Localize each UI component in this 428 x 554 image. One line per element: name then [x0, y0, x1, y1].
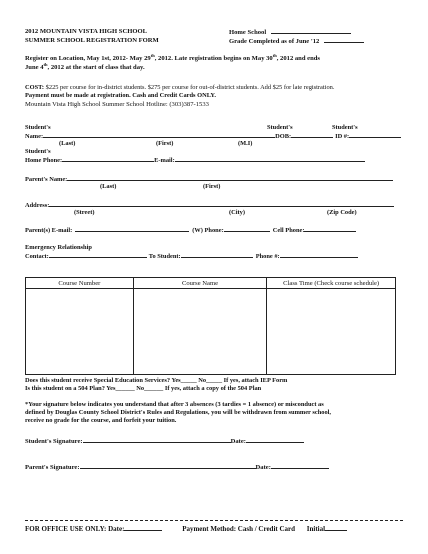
student-date-label: Date:: [230, 438, 246, 445]
student-first-caption: (First): [156, 140, 174, 147]
home-phone-input[interactable]: [62, 156, 154, 162]
home-school-label: Home School: [229, 29, 267, 36]
emergency-row: [25, 252, 358, 261]
parent-email-label: Parent(s) E-mail:: [25, 227, 73, 234]
payment-method-label: Payment Method: Cash / Credit Card: [182, 525, 296, 533]
course-number-cell[interactable]: [26, 289, 134, 375]
zip-caption: (Zip Code): [327, 209, 357, 216]
student-name-input[interactable]: [43, 132, 275, 138]
office-date-label: FOR OFFICE USE ONLY: Date:: [25, 525, 125, 533]
street-caption: (Street): [74, 209, 95, 216]
form-title: SUMMER SCHOOL REGISTRATION FORM: [25, 37, 159, 44]
w-phone-input[interactable]: [224, 226, 270, 232]
course-number-header: Course Number: [26, 278, 134, 289]
email-label: E-mail:: [154, 157, 175, 164]
emergency-phone-label: Phone #:: [255, 253, 280, 260]
special-ed-question[interactable]: Does this student receive Special Education Services? Yes_____ No_____ If yes, attach IEP Form: [25, 377, 288, 384]
school-title: 2012 MOUNTAIN VISTA HIGH SCHOOL: [25, 28, 148, 35]
plan-504-question[interactable]: Is this student on a 504 Plan? Yes______ No______ If yes, attach a copy of the 504 Plan: [25, 385, 262, 392]
table-row[interactable]: [26, 289, 396, 375]
class-time-cell[interactable]: [267, 289, 396, 375]
id-input[interactable]: [349, 132, 401, 138]
course-name-cell[interactable]: [133, 289, 267, 375]
parent-name-label: Parent's Name:: [25, 176, 68, 183]
student-email-input[interactable]: [175, 156, 365, 162]
signature-note-line-1: *Your signature below indicates you understand that after 3 absences (3 tardies = 1 absence) or misconduct as: [25, 401, 324, 408]
student-signature-row: [25, 437, 304, 446]
emergency-contact-input[interactable]: [49, 252, 147, 258]
cell-phone-label: Cell Phone:: [272, 227, 305, 234]
course-name-header: Course Name: [133, 278, 267, 289]
parent-email-input[interactable]: [75, 226, 189, 232]
grade-field[interactable]: [229, 37, 364, 46]
student-label-id: Student's: [332, 124, 358, 131]
student-name-row: [25, 132, 401, 141]
parent-signature-input[interactable]: [80, 463, 256, 469]
emergency-contact-label: Contact:: [25, 253, 49, 260]
cost-text: COST: $225 per course for in-district students. $275 per course for out-of-district students. Add $25 for late registration.: [25, 84, 335, 91]
student-signature-label: Student's Signature:: [25, 438, 83, 445]
initial-input[interactable]: [325, 525, 347, 531]
home-phone-row: [25, 156, 365, 165]
to-student-input[interactable]: [181, 252, 253, 258]
registration-line-2: June 4th, 2012 at the start of class that day.: [25, 62, 145, 71]
student-label: Student's: [25, 124, 51, 131]
parent-contact-row: [25, 226, 356, 235]
address-input[interactable]: [49, 201, 394, 207]
dob-label: DOB:: [275, 133, 292, 140]
registration-line-1: Register on Location, May 1st, 2012- May 29th, 2012. Late registration begins on May 30th, 2012 and ends: [25, 53, 320, 62]
parent-name-input[interactable]: [67, 175, 393, 181]
parent-date-input[interactable]: [271, 463, 329, 469]
w-phone-label: (W) Phone:: [192, 227, 224, 234]
cost-label: COST:: [25, 84, 45, 91]
dob-input[interactable]: [291, 132, 333, 138]
parent-date-label: Date:: [255, 464, 271, 471]
parent-last-caption: (Last): [100, 183, 117, 190]
student-label-dob: Student's: [267, 124, 293, 131]
courses-table: [25, 277, 396, 375]
student-label-phone: Student's: [25, 148, 51, 155]
office-date-input[interactable]: [124, 525, 162, 531]
student-mi-caption: (M.I): [238, 140, 253, 147]
student-date-input[interactable]: [246, 437, 304, 443]
student-name-label: Name:: [25, 133, 44, 140]
home-school-field[interactable]: [229, 28, 351, 37]
grade-label: Grade Completed as of June '12: [229, 38, 320, 45]
class-time-header: Class Time (Check course schedule): [267, 278, 396, 289]
office-use-row: [25, 525, 347, 534]
courses-header-row: [26, 278, 396, 289]
parent-signature-row: [25, 463, 329, 472]
parent-signature-label: Parent's Signature:: [25, 464, 80, 471]
hotline: Mountain Vista High School Summer School Hotline: (303)387-1533: [25, 101, 209, 108]
dashed-divider: [25, 520, 403, 521]
cell-phone-input[interactable]: [304, 226, 356, 232]
id-label: ID #:: [335, 133, 350, 140]
emergency-title: Emergency Relationship: [25, 244, 92, 251]
payment-note: Payment must be made at registration. Cash and Credit Cards ONLY.: [25, 92, 217, 99]
student-last-caption: (Last): [59, 140, 76, 147]
parent-first-caption: (First): [203, 183, 221, 190]
signature-note-line-2: defined by Douglas County School District's Rules and Regulations, you will be withdrawn from summer school,: [25, 409, 332, 416]
to-student-label: To Student:: [148, 253, 181, 260]
signature-note-line-3: receive no grade for the course, and forfeit your tuition.: [25, 417, 177, 424]
address-label: Address:: [25, 202, 50, 209]
city-caption: (City): [229, 209, 245, 216]
emergency-phone-input[interactable]: [280, 252, 358, 258]
initial-label: Initial: [306, 525, 326, 533]
student-signature-input[interactable]: [83, 437, 231, 443]
home-phone-label: Home Phone:: [25, 157, 63, 164]
